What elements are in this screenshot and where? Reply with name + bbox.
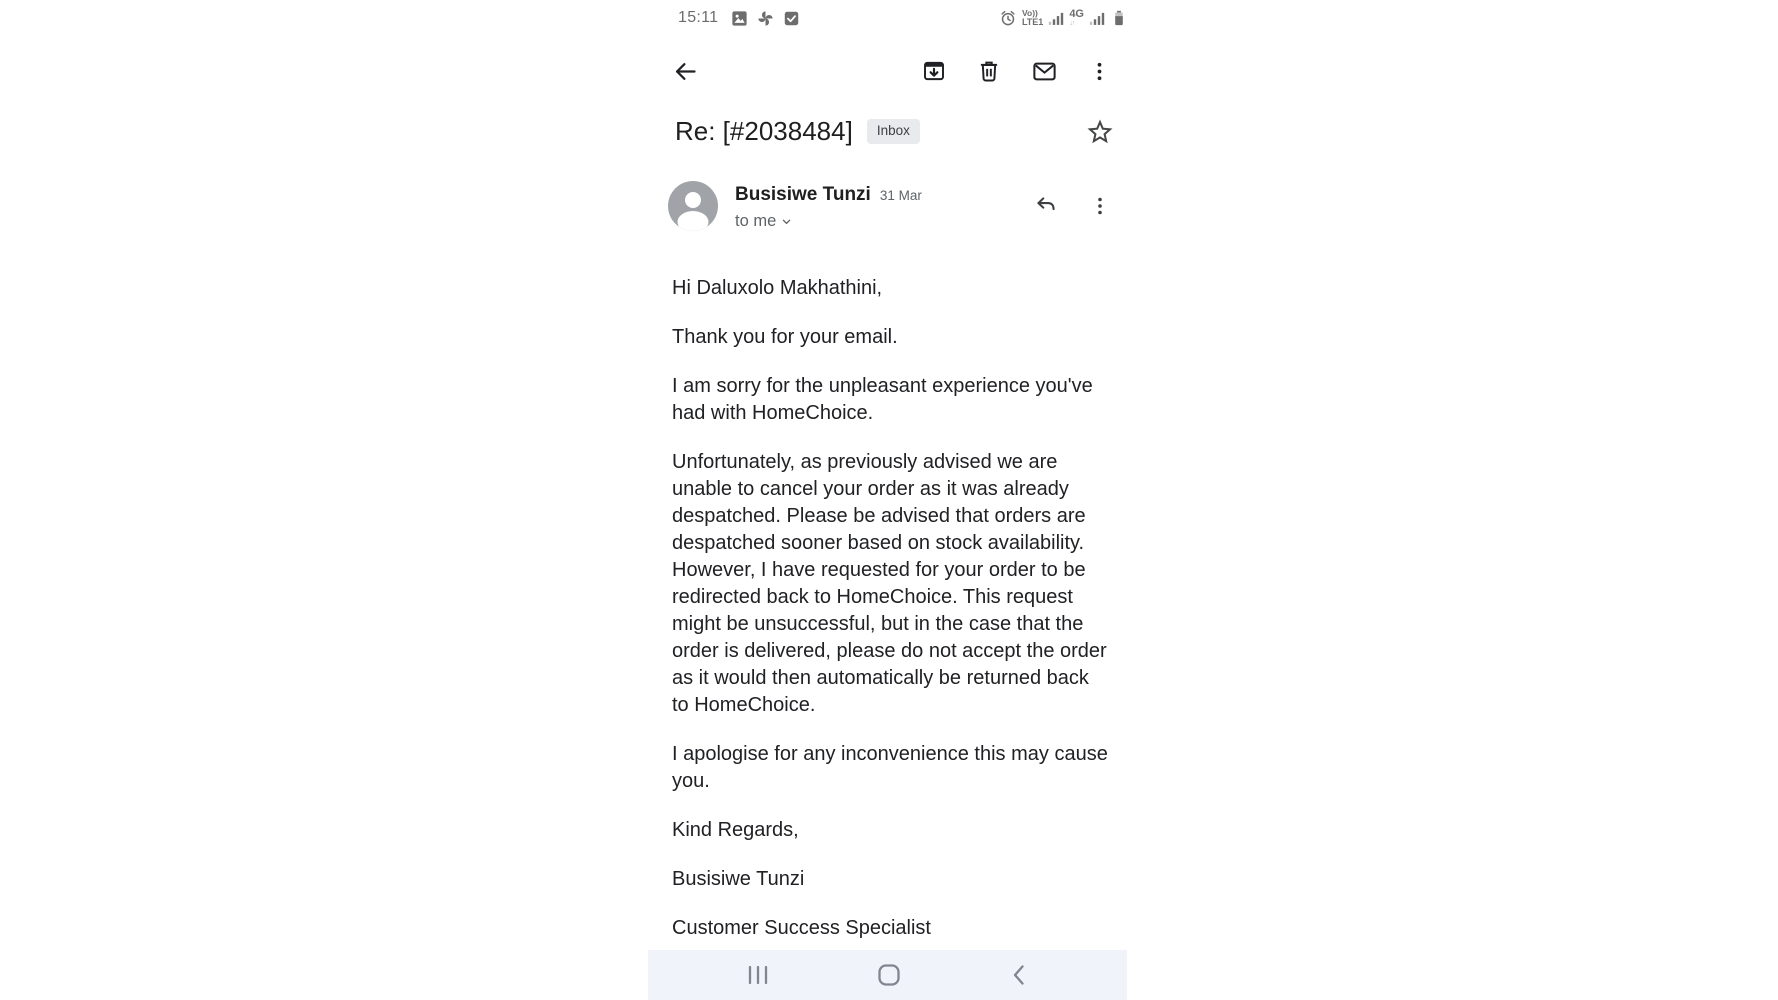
image-icon <box>730 9 749 28</box>
nav-back-button[interactable] <box>1007 962 1031 988</box>
recipient-expander[interactable] <box>735 212 922 231</box>
back-icon <box>672 58 699 85</box>
recipient-label: to me <box>735 212 777 230</box>
email-body-paragraph: I am sorry for the unpleasant experience you've had with HomeChoice. <box>672 375 1093 424</box>
recents-button[interactable] <box>745 962 771 988</box>
star-button[interactable] <box>1085 117 1115 147</box>
star-outline-icon <box>1085 117 1115 147</box>
checkbox-icon <box>782 9 801 28</box>
sender-row <box>648 181 1130 231</box>
mark-unread-button[interactable] <box>1031 58 1058 85</box>
reply-button[interactable] <box>1033 193 1059 219</box>
battery-icon <box>1110 8 1128 28</box>
email-body-paragraph: Busisiwe Tunzi <box>672 868 805 890</box>
email-body-paragraph: Customer Success Specialist <box>672 917 931 939</box>
person-avatar-icon <box>668 181 718 231</box>
home-button[interactable] <box>876 962 902 988</box>
clock-text: 15:11 <box>678 9 719 26</box>
sender-actions <box>1033 181 1112 219</box>
photos-pinwheel-icon <box>756 9 775 28</box>
email-body-paragraph: I apologise for any inconvenience this may cause you. <box>672 743 1108 792</box>
home-icon <box>876 962 902 988</box>
email-subject: Re: [#2038484] <box>675 116 853 146</box>
email-body <box>648 275 1130 942</box>
signal-bars-icon <box>1089 11 1105 26</box>
status-bar-left <box>678 9 801 28</box>
mail-unread-icon <box>1031 58 1058 85</box>
sender-line <box>735 184 922 206</box>
more-options-button[interactable] <box>1087 59 1112 84</box>
4g-indicator: 4G ↓↑ <box>1069 8 1084 27</box>
message-more-button[interactable] <box>1088 194 1112 218</box>
nav-back-icon <box>1007 962 1031 988</box>
email-body-paragraph: Unfortunately, as previously advised we are unable to cancel your order as it was already despatched. Please be advised that orders are despatched sooner based on stock availability. However, I have requested for your order to be redirected back to HomeChoice. This request might be unsuccessful, but in the case that the order is delivered, please do not accept the order as it would then automatically be returned back to HomeChoice. <box>672 451 1107 716</box>
more-vert-icon <box>1088 194 1112 218</box>
email-date: 31 Mar <box>879 188 922 203</box>
avatar[interactable] <box>668 181 718 231</box>
alarm-icon <box>999 9 1017 27</box>
chevron-down-icon <box>779 214 794 229</box>
toolbar-actions <box>921 58 1112 85</box>
system-nav-bar <box>648 950 1127 1000</box>
email-toolbar <box>648 42 1130 100</box>
delete-button[interactable] <box>976 58 1002 84</box>
recents-icon <box>745 962 771 988</box>
archive-icon <box>921 58 947 84</box>
email-body-paragraph: Thank you for your email. <box>672 326 898 348</box>
volte-indicator: Vo)) LTE1 <box>1021 8 1044 27</box>
status-bar <box>648 0 1130 34</box>
sender-meta <box>735 181 922 231</box>
reply-icon <box>1033 193 1059 219</box>
delete-icon <box>976 58 1002 84</box>
sender-name: Busisiwe Tunzi <box>735 184 871 205</box>
phone-screen <box>648 0 1130 1000</box>
signal-bars-icon <box>1048 11 1064 26</box>
subject-row <box>648 116 1130 147</box>
archive-button[interactable] <box>921 58 947 84</box>
email-body-paragraph: Hi Daluxolo Makhathini, <box>672 277 883 299</box>
more-vert-icon <box>1087 59 1112 84</box>
back-button[interactable] <box>672 58 699 85</box>
status-bar-right <box>999 8 1128 28</box>
email-body-paragraph: Kind Regards, <box>672 819 799 841</box>
inbox-label-chip[interactable]: Inbox <box>867 119 920 143</box>
